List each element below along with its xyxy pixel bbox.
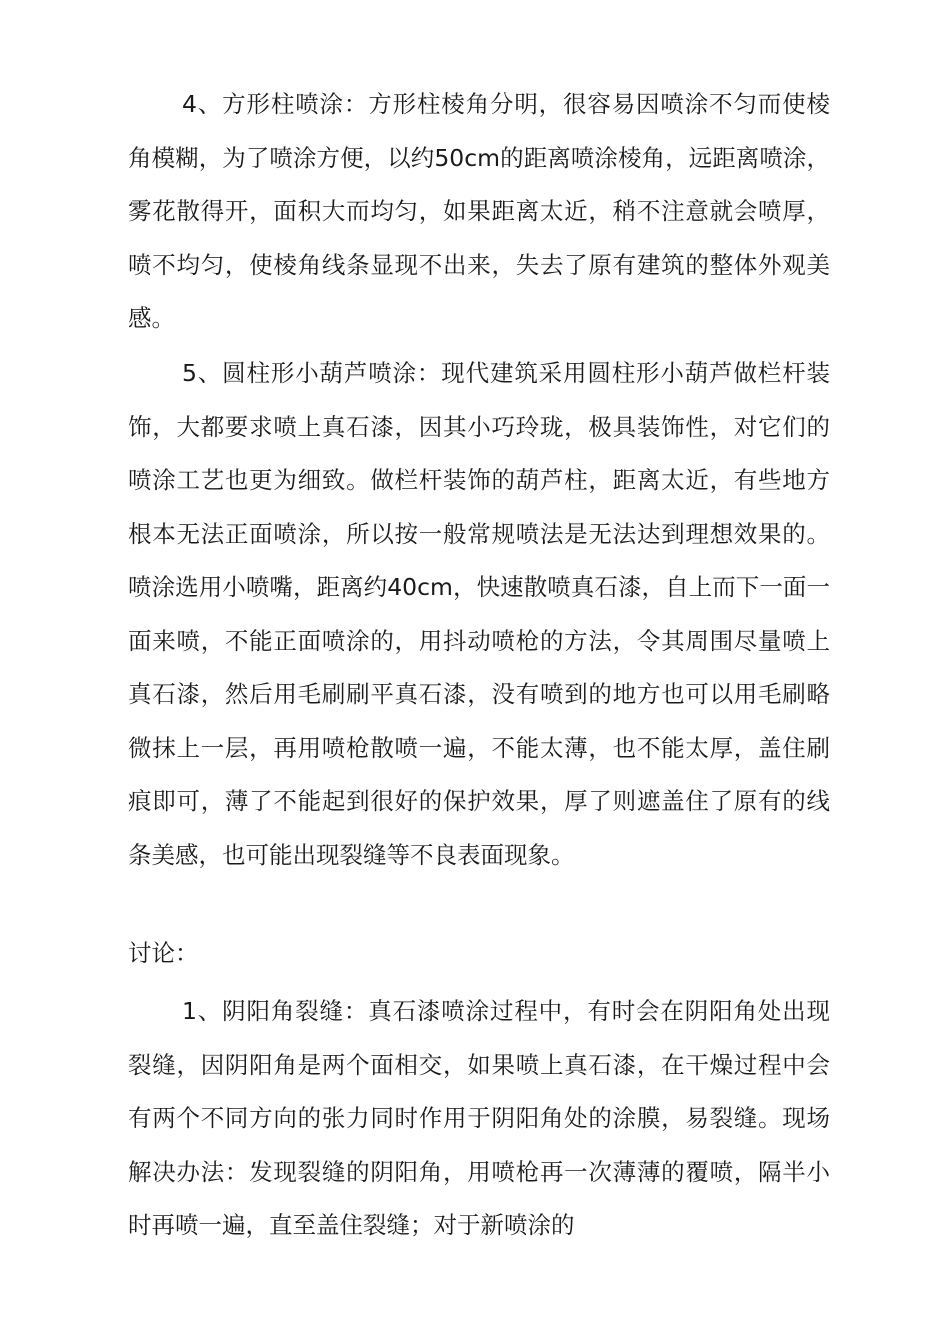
paragraph-cylindrical-gourd-spraying: 5、圆柱形小葫芦喷涂：现代建筑采用圆柱形小葫芦做栏杆装饰，大都要求喷上真石漆，因其小巧玲珑，极具装饰性，对它们的喷涂工艺也更为细致。做栏杆装饰的葫芦柱，距离太近，有些地方根本无法正面喷涂，所以按一般常规喷法是无法达到理想效果的。喷涂选用小喷嘴，距离约40cm，快速散喷真石漆，自上而下一面一面来喷，不能正面喷涂的，用抖动喷枪的方法，令其周围尽量喷上真石漆，然后用毛刷刷平真石漆，没有喷到的地方也可以用毛刷略微抹上一层，再用喷枪散喷一遍，不能太薄，也不能太厚，盖住刷痕即可，薄了不能起到很好的保护效果，厚了则遮盖住了原有的线条美感，也可能出现裂缝等不良表面现象。 xyxy=(128,359,830,869)
paragraph-square-column-spraying: 4、方形柱喷涂：方形柱棱角分明，很容易因喷涂不匀而使棱角模糊，为了喷涂方便，以约50cm的距离喷涂棱角，远距离喷涂，雾花散得开，面积大而均匀，如果距离太近，稍不注意就会喷厚，喷不均匀，使棱角线条显现不出来，失去了原有建筑的整体外观美感。 xyxy=(128,90,830,332)
paragraph-corner-cracks: 1、阴阳角裂缝：真石漆喷涂过程中，有时会在阴阳角处出现裂缝，因阴阳角是两个面相交，如果喷上真石漆，在干燥过程中会有两个不同方向的张力同时作用于阴阳角处的涂膜，易裂缝。现场解决办法：发现裂缝的阴阳角，用喷枪再一次薄薄的覆喷，隔半小时再喷一遍，直至盖住裂缝；对于新喷涂的 xyxy=(128,997,830,1239)
section-heading-discussion: 讨论： xyxy=(128,939,199,967)
